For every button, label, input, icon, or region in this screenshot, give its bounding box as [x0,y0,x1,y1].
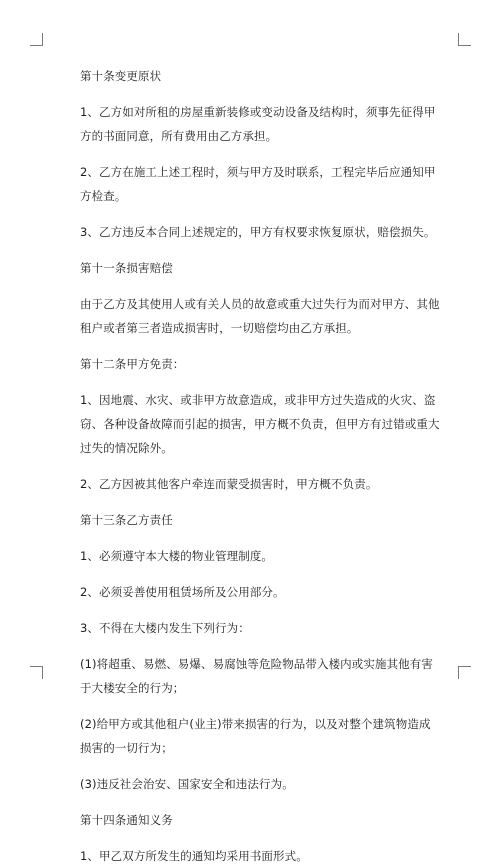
paragraph: (2)给甲方或其他租户(业主)带来损害的行为，以及对整个建筑物造成损害的一切行为； [80,717,431,755]
paragraph: 2、必须妥善使用租赁场所及公用部分。 [80,585,285,599]
paragraph: 由于乙方及其使用人或有关人员的故意或重大过失行为而对甲方、其他租户或者第三者造成损害时，一切赔偿均由乙方承担。 [80,297,440,335]
corner-mark-top-left [30,33,43,46]
paragraph: 1、必须遵守本大楼的物业管理制度。 [80,549,274,563]
paragraph: 2、乙方因被其他客户牵连而蒙受损害时，甲方概不负责。 [80,477,378,491]
section-heading: 第十条变更原状 [80,69,162,83]
paragraph: (1)将超重、易燃、易爆、易腐蚀等危险物品带入楼内或实施其他有害于大楼安全的行为； [80,657,433,695]
paragraph: 1、因地震、水灾、或非甲方故意造成，或非甲方过失造成的火灾、盗窃、各种设备故障而引起的损害，甲方概不负责，但甲方有过错或重大过失的情况除外。 [80,393,440,455]
paragraph: 3、不得在大楼内发生下列行为： [80,621,250,635]
paragraph: (3)违反社会治安、国家安全和违法行为。 [80,777,294,791]
section-heading: 第十二条甲方免责： [80,357,185,371]
corner-mark-bottom-right [458,666,471,679]
paragraph: 2、乙方在施工上述工程时，须与甲方及时联系，工程完毕后应通知甲方检查。 [80,165,436,203]
document-body [80,64,440,868]
paragraph: 1、乙方如对所租的房屋重新装修或变动设备及结构时，须事先征得甲方的书面同意，所有费用由乙方承担。 [80,105,436,143]
corner-mark-top-right [458,33,471,46]
section-heading: 第十四条通知义务 [80,813,173,827]
section-heading: 第十一条损害赔偿 [80,261,173,275]
corner-mark-bottom-left [30,666,43,679]
paragraph: 3、乙方违反本合同上述规定的，甲方有权要求恢复原状，赔偿损失。 [80,225,436,239]
section-heading: 第十三条乙方责任 [80,513,173,527]
paragraph: 1、甲乙双方所发生的通知均采用书面形式。 [80,849,308,863]
